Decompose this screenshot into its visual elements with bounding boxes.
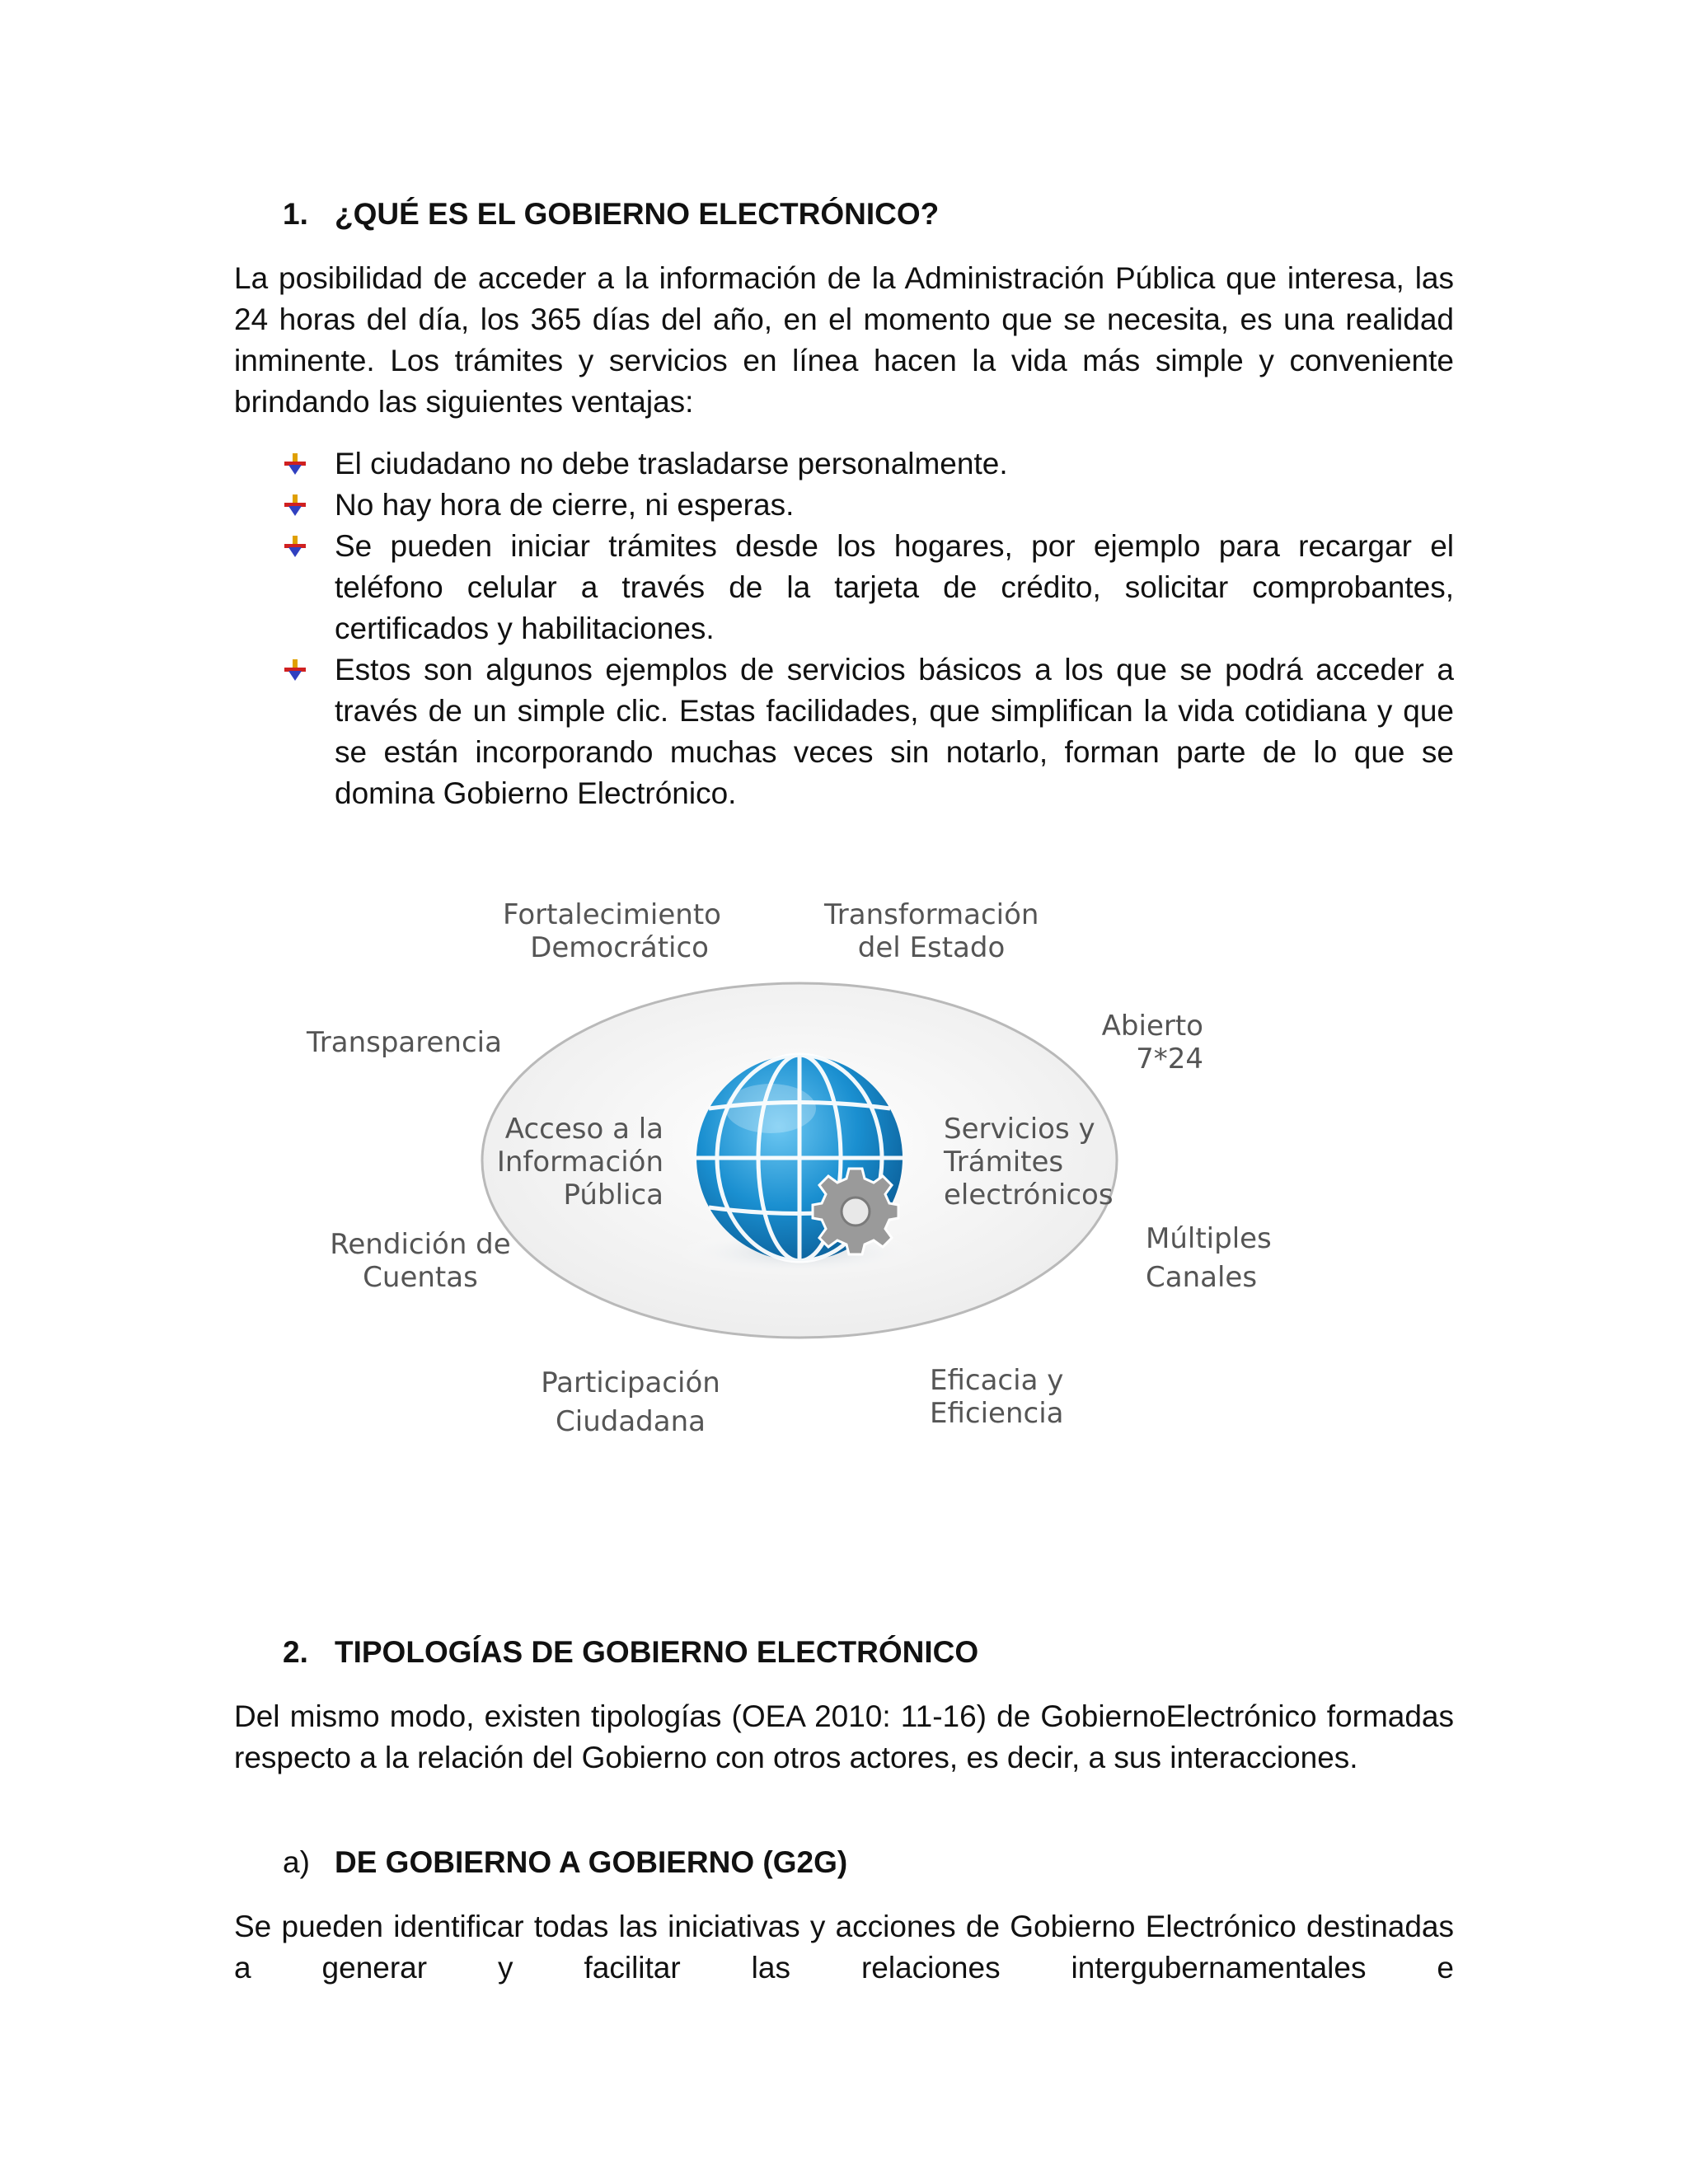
section-2-paragraph: Del mismo modo, existen tipologías (OEA 2010: 11-16) de GobiernoElectrónico formadas respecto a la relación del Gobierno con otros actores, es decir, a sus interacciones.	[234, 1699, 1454, 1774]
label-acceso: Acceso a la Información Pública	[496, 1113, 663, 1212]
gear-icon	[813, 1169, 898, 1254]
arrow-down-bullet-icon	[283, 452, 307, 476]
e-government-diagram	[297, 874, 1302, 1459]
label-multiples: Múltiples Canales	[1146, 1222, 1272, 1294]
list-item	[283, 649, 1454, 814]
list-item	[283, 485, 1454, 526]
arrow-down-bullet-icon	[283, 493, 307, 518]
section-2-number: 2.	[283, 1635, 308, 1669]
arrow-down-bullet-icon	[283, 658, 307, 682]
label-transformacion: Transformación del Estado	[824, 898, 1039, 964]
section-1-paragraph: La posibilidad de acceder a la información de la Administración Pública que interesa, las 24 horas del día, los 365 días del año, en el momento que se necesita, es una realidad inminente. Los trámites y servicios en línea hacen la vida más simple y conveniente brindando las siguientes ventajas:	[234, 261, 1454, 419]
label-eficacia: Eficacia y Eficiencia	[930, 1364, 1064, 1430]
diagram-graphic	[297, 874, 1302, 1459]
section-2-title: TIPOLOGÍAS DE GOBIERNO ELECTRÓNICO	[335, 1635, 979, 1669]
list-item	[283, 443, 1454, 485]
section-1-title: ¿QUÉ ES EL GOBIERNO ELECTRÓNICO?	[335, 197, 940, 231]
subsection-a-title: DE GOBIERNO A GOBIERNO (G2G)	[335, 1845, 848, 1879]
bullet-text: No hay hora de cierre, ni esperas.	[335, 488, 795, 522]
bullet-text: El ciudadano no debe trasladarse personalmente.	[335, 447, 1008, 480]
section-1-number: 1.	[283, 197, 308, 231]
bullet-text: Se pueden iniciar trámites desde los hogares, por ejemplo para recargar el teléfono celular a través de la tarjeta de crédito, solicitar comprobantes, certificados y habilitaciones.	[335, 529, 1454, 645]
label-fortalecimiento: Fortalecimiento Democrático	[503, 898, 721, 964]
subsection-a-paragraph: Se pueden identificar todas las iniciativas y acciones de Gobierno Electrónico destinadas a generar y facilitar las relaciones intergubernamentales e	[234, 1910, 1454, 1985]
label-rendicion: Rendición de Cuentas	[330, 1228, 511, 1294]
list-item	[283, 526, 1454, 649]
label-servicios: Servicios y Trámites electrónicos	[944, 1113, 1114, 1212]
arrow-down-bullet-icon	[283, 534, 307, 559]
bullet-text: Estos son algunos ejemplos de servicios básicos a los que se podrá acceder a través de un simple clic. Estas facilidades, que simplifican la vida cotidiana y que se están incorporando muchas veces sin notarlo, forman parte de lo que se domina Gobierno Electrónico.	[335, 653, 1454, 810]
subsection-a-number: a)	[283, 1845, 310, 1879]
label-abierto: Abierto 7*24	[1101, 1010, 1203, 1076]
advantages-list	[283, 443, 1454, 814]
label-participacion: Participación Ciudadana	[541, 1366, 720, 1438]
label-transparencia: Transparencia	[307, 1026, 502, 1059]
